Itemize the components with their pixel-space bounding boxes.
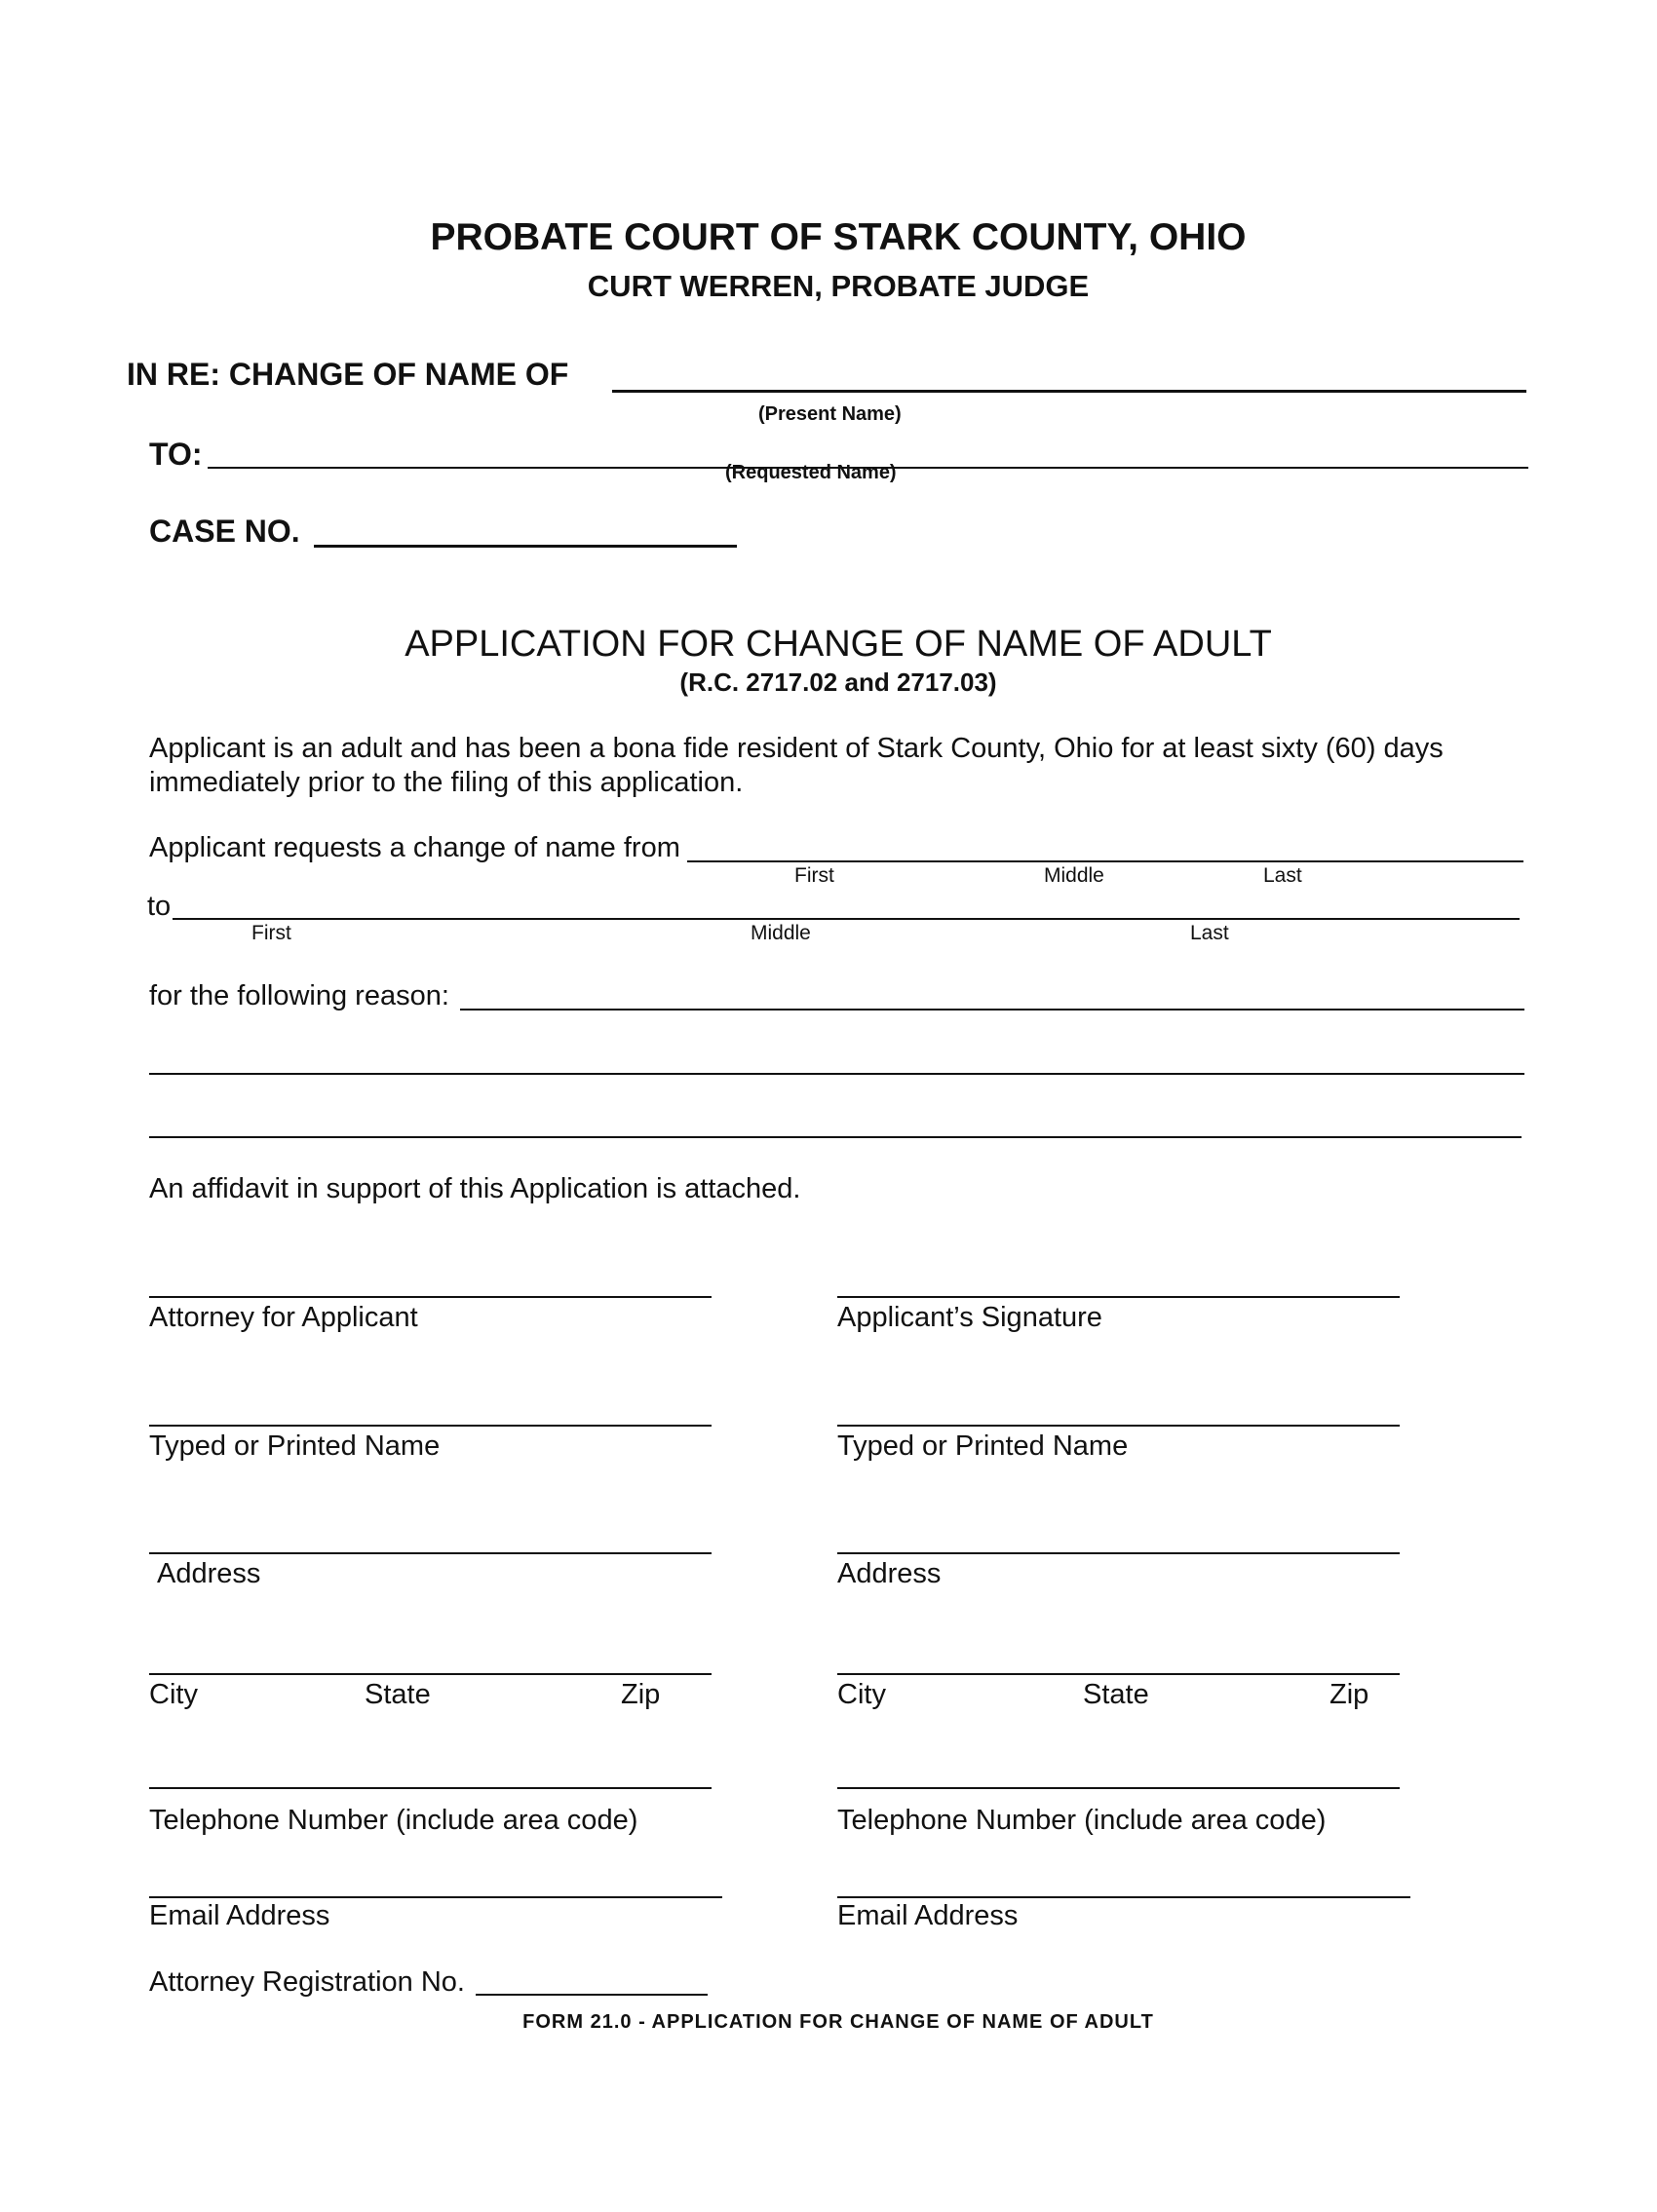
requested-name-caption: (Requested Name) [725,462,897,483]
attorney-typed-name-label: Typed or Printed Name [149,1430,441,1462]
attorney-registration-label: Attorney Registration No. [149,1966,465,1998]
in-re-label: IN RE: CHANGE OF NAME OF [127,357,569,392]
applicant-zip-label: Zip [1329,1679,1369,1710]
applicant-telephone-line[interactable] [837,1787,1400,1789]
attorney-state-label: State [365,1679,431,1710]
from-middle-caption: Middle [1044,864,1104,887]
attorney-label: Attorney for Applicant [149,1302,418,1333]
applicant-typed-name-label: Typed or Printed Name [837,1430,1129,1462]
judge-name: CURT WERREN, PROBATE JUDGE [587,269,1090,303]
applicant-state-label: State [1083,1679,1149,1710]
to-first-caption: First [251,922,291,944]
reason-line-3[interactable] [149,1136,1522,1138]
to-label: TO: [149,437,203,472]
attorney-email-label: Email Address [149,1900,330,1931]
request-from-label: Applicant requests a change of name from [149,832,680,863]
applicant-address-line[interactable] [837,1552,1400,1554]
reason-line-1[interactable] [460,1009,1524,1011]
reason-label: for the following reason: [149,980,449,1011]
present-name-field[interactable] [612,390,1526,393]
applicant-telephone-label: Telephone Number (include area code) [837,1805,1327,1836]
case-no-label: CASE NO. [149,514,300,549]
to-last-caption: Last [1190,922,1229,944]
applicant-email-line[interactable] [837,1896,1410,1898]
to-connector-label: to [147,891,172,922]
from-last-caption: Last [1263,864,1302,887]
present-name-line[interactable] [687,860,1523,862]
affidavit-statement: An affidavit in support of this Application is attached. [149,1173,801,1204]
attorney-email-line[interactable] [149,1896,722,1898]
applicant-signature-label: Applicant’s Signature [837,1302,1102,1333]
from-first-caption: First [794,864,834,887]
case-no-field[interactable] [314,545,737,548]
form-title: APPLICATION FOR CHANGE OF NAME OF ADULT [405,624,1272,665]
applicant-signature-line[interactable] [837,1296,1400,1298]
residency-statement-line-2: immediately prior to the filing of this application. [149,767,744,798]
attorney-typed-name-line[interactable] [149,1425,712,1427]
attorney-address-line[interactable] [149,1552,712,1554]
reason-line-2[interactable] [149,1073,1524,1075]
to-middle-caption: Middle [751,922,811,944]
attorney-zip-label: Zip [621,1679,661,1710]
applicant-address-label: Address [837,1558,942,1589]
attorney-city-state-zip-line[interactable] [149,1673,712,1675]
present-name-caption: (Present Name) [758,403,902,425]
attorney-telephone-line[interactable] [149,1787,712,1789]
statute-reference: (R.C. 2717.02 and 2717.03) [679,667,997,697]
applicant-city-label: City [837,1679,886,1710]
applicant-email-label: Email Address [837,1900,1019,1931]
attorney-city-label: City [149,1679,198,1710]
attorney-signature-line[interactable] [149,1296,712,1298]
court-title: PROBATE COURT OF STARK COUNTY, OHIO [430,216,1247,258]
form-footer: FORM 21.0 - APPLICATION FOR CHANGE OF NAME OF ADULT [522,2011,1154,2033]
new-name-line[interactable] [173,918,1520,920]
residency-statement-line-1: Applicant is an adult and has been a bona fide resident of Stark County, Ohio for at least sixty (60) days [149,733,1444,764]
attorney-registration-field[interactable] [476,1994,708,1996]
attorney-address-label: Address [157,1558,261,1589]
attorney-telephone-label: Telephone Number (include area code) [149,1805,638,1836]
applicant-city-state-zip-line[interactable] [837,1673,1400,1675]
applicant-typed-name-line[interactable] [837,1425,1400,1427]
